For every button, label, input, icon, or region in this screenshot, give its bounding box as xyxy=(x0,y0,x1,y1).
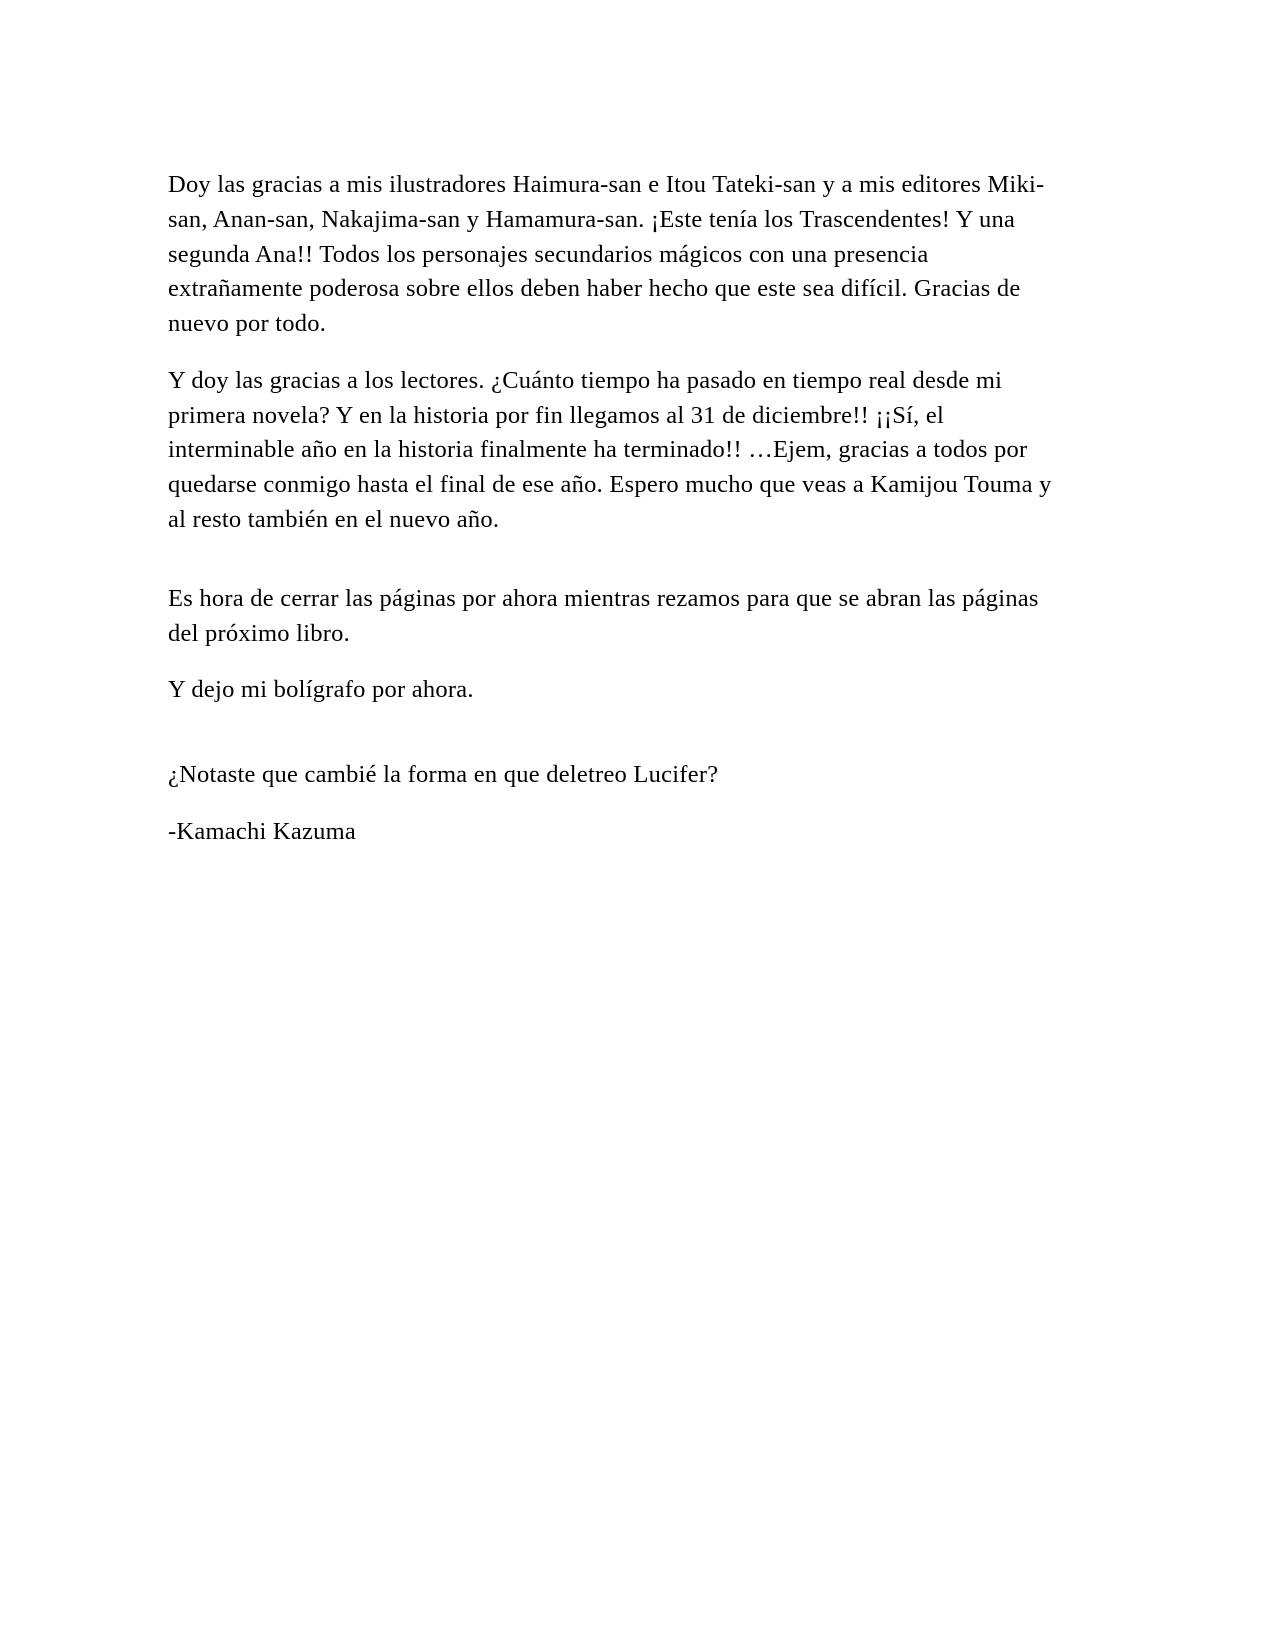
paragraph-lucifer-question: ¿Notaste que cambié la forma en que deletreo Lucifer? xyxy=(168,761,719,789)
paragraph-acknowledgments: Doy las gracias a mis ilustradores Haimura-san e Itou Tateki-san y a mis editores Miki-san, Anan-san, Nakajima-san y Hamamura-san. ¡Este tenía los Trascendentes! Y una segunda Ana!! Todos los personajes secundarios mágicos con una presencia extrañamente poderosa sobre ellos deben haber hecho que este sea difícil. Gracias de nuevo por todo. xyxy=(168,171,1045,338)
paragraph-spacer xyxy=(168,538,1063,582)
paragraph-closing-pages: Es hora de cerrar las páginas por ahora mientras rezamos para que se abran las páginas del próximo libro. xyxy=(168,584,1039,647)
paragraph-spacer xyxy=(168,793,1063,815)
paragraph-thanks-readers: Y doy las gracias a los lectores. ¿Cuánto tiempo ha pasado en tiempo real desde mi primera novela? Y en la historia por fin llegamos al 31 de diciembre!! ¡¡Sí, el interminable año en la historia finalmente ha terminado!! …Ejem, gracias a todos por quedarse conmigo hasta el final de ese año. Espero mucho que veas a Kamijou Touma y al resto también en el nuevo año. xyxy=(168,366,1052,534)
author-signature: -Kamachi Kazuma xyxy=(168,817,357,845)
document-body xyxy=(168,168,1063,850)
paragraph-spacer xyxy=(168,651,1063,673)
paragraph-spacer xyxy=(168,708,1063,758)
paragraph-spacer xyxy=(168,342,1063,364)
paragraph-pen-down: Y dejo mi bolígrafo por ahora. xyxy=(168,676,474,704)
